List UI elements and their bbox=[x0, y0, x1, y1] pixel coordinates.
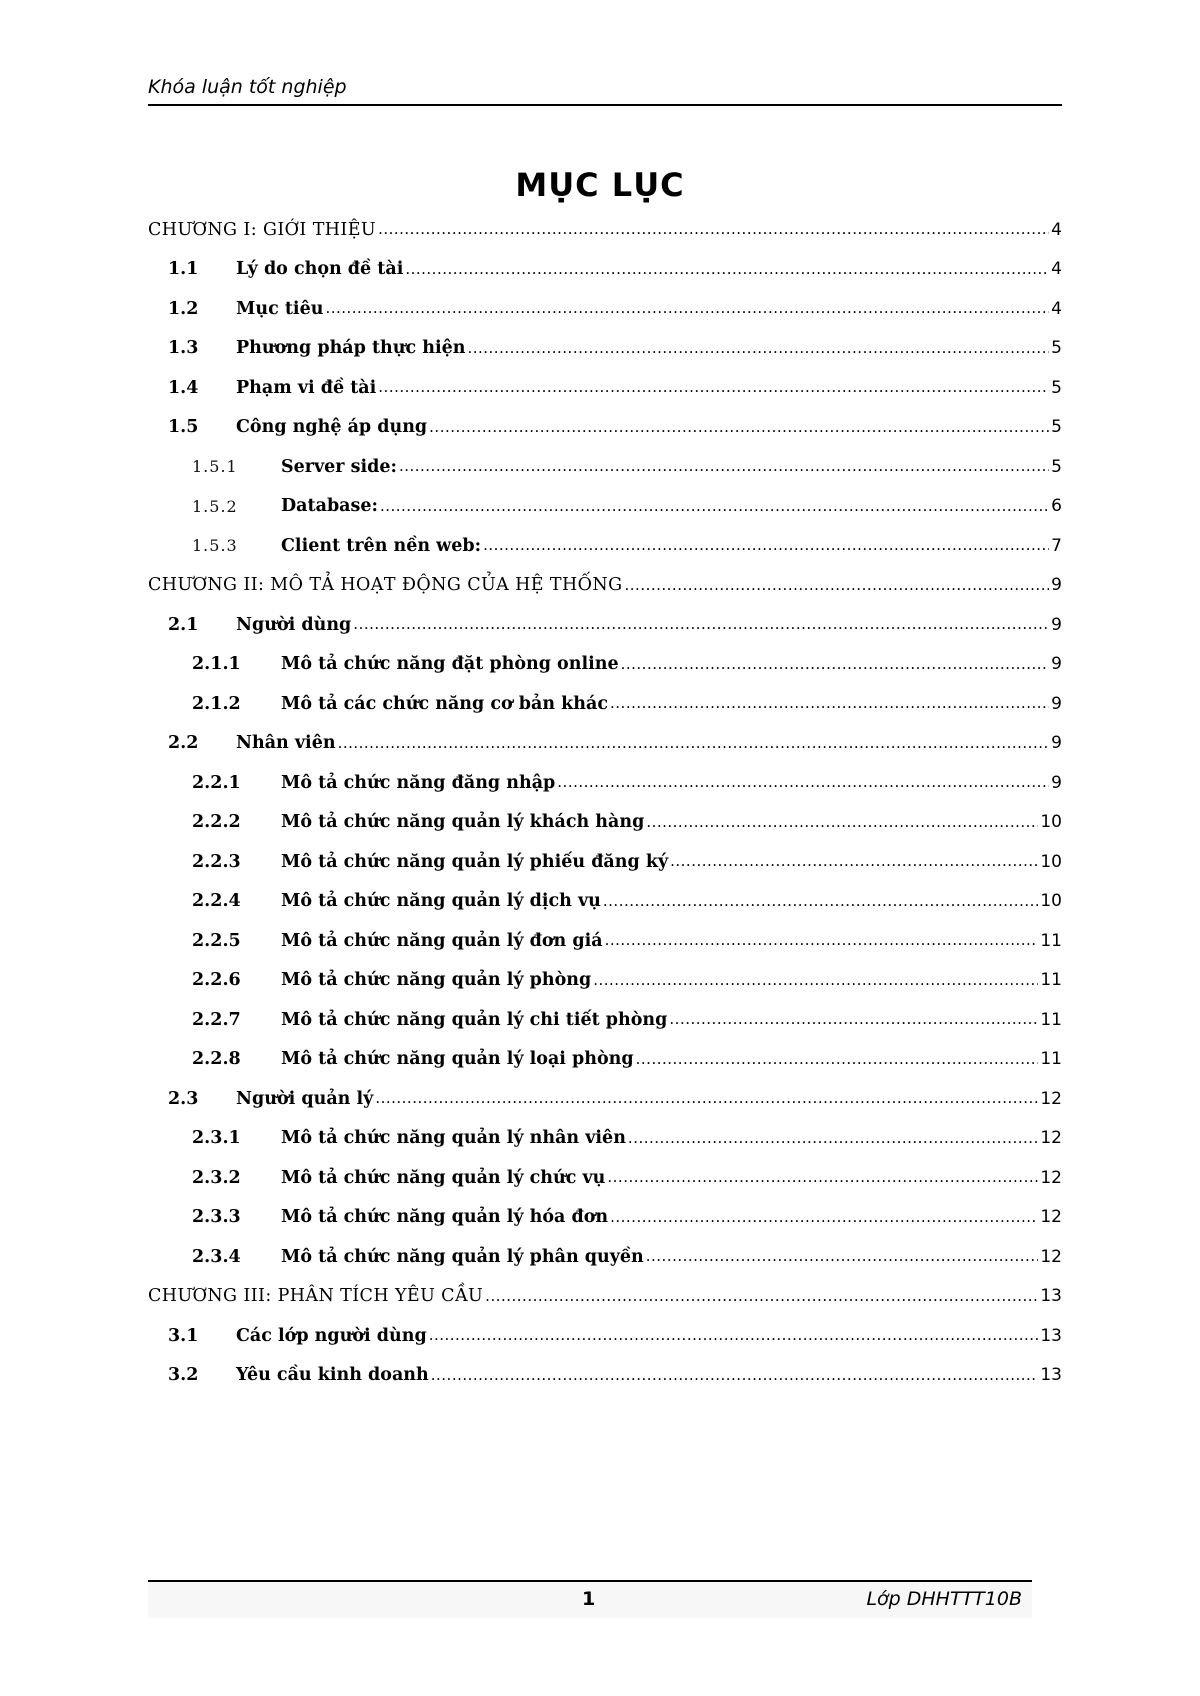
toc-dot-leader bbox=[610, 1207, 1038, 1228]
toc-dot-leader bbox=[378, 219, 1049, 240]
toc-entry-page: 9 bbox=[1051, 693, 1062, 714]
toc-entry-title: Mô tả chức năng quản lý dịch vụ bbox=[281, 891, 601, 912]
toc-entry-page: 12 bbox=[1040, 1167, 1062, 1188]
toc-dot-leader bbox=[378, 377, 1049, 398]
toc-dot-leader bbox=[380, 496, 1049, 517]
toc-dot-leader bbox=[593, 970, 1038, 991]
toc-entry-title: Mô tả chức năng quản lý khách hàng bbox=[281, 812, 645, 833]
toc-entry-title: Mô tả chức năng quản lý đơn giá bbox=[281, 930, 603, 951]
toc-entry-title: Database: bbox=[281, 496, 378, 517]
toc-entry[interactable] bbox=[148, 1316, 1062, 1356]
toc-entry-title: Yêu cầu kinh doanh bbox=[236, 1365, 429, 1386]
toc-entry[interactable] bbox=[148, 210, 1062, 250]
toc-entry-title: Mô tả các chức năng cơ bản khác bbox=[281, 693, 609, 714]
toc-entry-page: 13 bbox=[1040, 1365, 1062, 1386]
toc-entry-number: 1.2 bbox=[168, 298, 199, 319]
toc-entry-page: 5 bbox=[1051, 417, 1062, 438]
toc-entry[interactable] bbox=[148, 1119, 1062, 1159]
toc-entry-title: Mô tả chức năng đặt phòng online bbox=[281, 654, 619, 675]
toc-entry-title: Server side: bbox=[281, 456, 397, 477]
toc-entry-number: 2.2.7 bbox=[192, 1009, 241, 1030]
toc-dot-leader bbox=[646, 812, 1038, 833]
toc-entry[interactable] bbox=[148, 763, 1062, 803]
toc-entry-page: 9 bbox=[1051, 733, 1062, 754]
toc-entry[interactable] bbox=[148, 842, 1062, 882]
toc-entry-number: 1.5.2 bbox=[192, 496, 238, 516]
toc-entry-number: 2.3.1 bbox=[192, 1128, 241, 1149]
toc-entry-number: 1.5 bbox=[168, 417, 199, 438]
toc-entry-number: 2.2.8 bbox=[192, 1049, 241, 1070]
toc-entry-page: 10 bbox=[1040, 891, 1062, 912]
footer-class-label: Lớp DHHTTT10B bbox=[866, 1588, 1022, 1610]
toc-dot-leader bbox=[610, 693, 1049, 714]
toc-entry[interactable] bbox=[148, 250, 1062, 290]
toc-entry[interactable] bbox=[148, 1237, 1062, 1277]
toc-entry-number: 2.2.3 bbox=[192, 851, 241, 872]
toc-entry-page: 13 bbox=[1040, 1286, 1062, 1307]
toc-entry-page: 5 bbox=[1051, 338, 1062, 359]
toc-entry-title: Mục tiêu bbox=[236, 298, 324, 319]
toc-entry-title: Mô tả chức năng quản lý phiếu đăng ký bbox=[281, 851, 669, 872]
toc-entry[interactable] bbox=[148, 566, 1062, 606]
toc-entry-title: Mô tả chức năng quản lý nhân viên bbox=[281, 1128, 626, 1149]
toc-entry[interactable] bbox=[148, 487, 1062, 527]
toc-dot-leader bbox=[325, 298, 1049, 319]
toc-dot-leader bbox=[625, 575, 1050, 596]
toc-entry-page: 9 bbox=[1051, 772, 1062, 793]
toc-entry-page: 9 bbox=[1051, 575, 1062, 596]
toc-dot-leader bbox=[628, 1128, 1038, 1149]
toc-entry-page: 4 bbox=[1051, 219, 1062, 240]
toc-dot-leader bbox=[669, 1009, 1038, 1030]
page-footer bbox=[148, 1580, 1032, 1618]
toc-entry-title: CHƯƠNG I: GIỚI THIỆU bbox=[148, 219, 377, 240]
toc-entry-title: Nhân viên bbox=[236, 733, 336, 754]
toc-entry[interactable] bbox=[148, 1040, 1062, 1080]
toc-entry-page: 12 bbox=[1040, 1207, 1062, 1228]
toc-entry-page: 9 bbox=[1051, 614, 1062, 635]
toc-entry-number: 2.2.1 bbox=[192, 772, 241, 793]
toc-entry-page: 12 bbox=[1040, 1246, 1062, 1267]
toc-dot-leader bbox=[375, 1088, 1038, 1109]
toc-entry-title: Phạm vi đề tài bbox=[236, 377, 377, 398]
page-header bbox=[148, 70, 1062, 106]
toc-entry[interactable] bbox=[148, 289, 1062, 329]
toc-entry-page: 10 bbox=[1040, 812, 1062, 833]
toc-entry-page: 4 bbox=[1051, 259, 1062, 280]
toc-entry[interactable] bbox=[148, 803, 1062, 843]
toc-entry-number: 1.4 bbox=[168, 377, 199, 398]
toc-entry-title: Công nghệ áp dụng bbox=[236, 417, 428, 438]
toc-entry[interactable] bbox=[148, 526, 1062, 566]
toc-dot-leader bbox=[605, 930, 1039, 951]
toc-dot-leader bbox=[607, 1167, 1038, 1188]
toc-dot-leader bbox=[405, 259, 1049, 280]
toc-entry-page: 13 bbox=[1040, 1325, 1062, 1346]
toc-entry-page: 11 bbox=[1040, 1009, 1062, 1030]
toc-entry[interactable] bbox=[148, 961, 1062, 1001]
table-of-contents bbox=[148, 210, 1062, 1395]
toc-dot-leader bbox=[646, 1246, 1039, 1267]
toc-entry-title: Mô tả chức năng quản lý phân quyền bbox=[281, 1246, 644, 1267]
toc-entry[interactable] bbox=[148, 724, 1062, 764]
toc-entry-title: CHƯƠNG II: MÔ TẢ HOẠT ĐỘNG CỦA HỆ THỐNG bbox=[148, 575, 623, 596]
toc-dot-leader bbox=[483, 535, 1049, 556]
toc-entry[interactable] bbox=[148, 645, 1062, 685]
page-title: MỤC LỤC bbox=[515, 166, 685, 204]
toc-entry[interactable] bbox=[148, 605, 1062, 645]
toc-entry-title: Mô tả chức năng quản lý loại phòng bbox=[281, 1049, 634, 1070]
toc-dot-leader bbox=[467, 338, 1049, 359]
toc-entry-number: 2.1.2 bbox=[192, 693, 241, 714]
toc-dot-leader bbox=[621, 654, 1050, 675]
toc-entry-number: 2.3.4 bbox=[192, 1246, 241, 1267]
toc-entry-title: CHƯƠNG III: PHÂN TÍCH YÊU CẦU bbox=[148, 1286, 484, 1307]
toc-entry-number: 2.2.5 bbox=[192, 930, 241, 951]
toc-entry-number: 2.3.3 bbox=[192, 1207, 241, 1228]
toc-entry[interactable] bbox=[148, 1158, 1062, 1198]
toc-entry-title: Mô tả chức năng quản lý chi tiết phòng bbox=[281, 1009, 668, 1030]
toc-dot-leader bbox=[485, 1286, 1038, 1307]
toc-dot-leader bbox=[603, 891, 1038, 912]
toc-entry[interactable] bbox=[148, 882, 1062, 922]
toc-entry-page: 12 bbox=[1040, 1088, 1062, 1109]
toc-entry-number: 1.1 bbox=[168, 259, 199, 280]
toc-entry-title: Mô tả chức năng quản lý chức vụ bbox=[281, 1167, 606, 1188]
toc-entry-page: 5 bbox=[1051, 456, 1062, 477]
toc-entry-number: 1.5.1 bbox=[192, 457, 238, 477]
toc-dot-leader bbox=[429, 417, 1049, 438]
toc-entry-page: 5 bbox=[1051, 377, 1062, 398]
toc-entry-number: 1.3 bbox=[168, 338, 199, 359]
toc-entry-title: Mô tả chức năng đăng nhập bbox=[281, 772, 556, 793]
footer-page-number: 1 bbox=[582, 1588, 596, 1610]
toc-dot-leader bbox=[399, 456, 1049, 477]
toc-entry-number: 2.1 bbox=[168, 614, 199, 635]
toc-entry-title: Người quản lý bbox=[236, 1088, 374, 1109]
toc-entry-page: 11 bbox=[1040, 970, 1062, 991]
toc-dot-leader bbox=[353, 614, 1049, 635]
toc-entry-number: 3.2 bbox=[168, 1365, 199, 1386]
toc-entry-number: 2.3.2 bbox=[192, 1167, 241, 1188]
toc-entry-number: 2.2 bbox=[168, 733, 199, 754]
toc-dot-leader bbox=[557, 772, 1049, 793]
toc-entry[interactable] bbox=[148, 408, 1062, 448]
toc-dot-leader bbox=[429, 1325, 1039, 1346]
toc-entry-page: 11 bbox=[1040, 930, 1062, 951]
toc-entry-page: 4 bbox=[1051, 298, 1062, 319]
toc-entry-number: 3.1 bbox=[168, 1325, 199, 1346]
toc-entry-title: Mô tả chức năng quản lý phòng bbox=[281, 970, 592, 991]
toc-entry-title: Các lớp người dùng bbox=[236, 1325, 427, 1346]
toc-entry-number: 2.2.4 bbox=[192, 891, 241, 912]
toc-entry-page: 7 bbox=[1051, 535, 1062, 556]
toc-entry-title: Người dùng bbox=[236, 614, 352, 635]
toc-entry[interactable] bbox=[148, 1000, 1062, 1040]
toc-entry[interactable] bbox=[148, 1079, 1062, 1119]
toc-entry-title: Lý do chọn đề tài bbox=[236, 259, 404, 280]
toc-entry-page: 10 bbox=[1040, 851, 1062, 872]
toc-entry-page: 12 bbox=[1040, 1128, 1062, 1149]
toc-entry[interactable] bbox=[148, 368, 1062, 408]
toc-entry-number: 2.1.1 bbox=[192, 654, 241, 675]
toc-entry-title: Phương pháp thực hiện bbox=[236, 338, 466, 359]
toc-entry-page: 6 bbox=[1051, 496, 1062, 517]
toc-entry-number: 2.2.6 bbox=[192, 970, 241, 991]
toc-entry[interactable] bbox=[148, 684, 1062, 724]
toc-entry-number: 2.3 bbox=[168, 1088, 199, 1109]
toc-entry-title: Client trên nền web: bbox=[281, 535, 482, 556]
toc-dot-leader bbox=[431, 1365, 1039, 1386]
toc-entry-page: 11 bbox=[1040, 1049, 1062, 1070]
toc-entry[interactable] bbox=[148, 447, 1062, 487]
toc-entry[interactable] bbox=[148, 1356, 1062, 1396]
toc-entry[interactable] bbox=[148, 1277, 1062, 1317]
toc-entry[interactable] bbox=[148, 1198, 1062, 1238]
toc-entry-number: 2.2.2 bbox=[192, 812, 241, 833]
toc-entry[interactable] bbox=[148, 329, 1062, 369]
header-text: Khóa luận tốt nghiệp bbox=[148, 76, 347, 98]
toc-dot-leader bbox=[636, 1049, 1039, 1070]
toc-entry[interactable] bbox=[148, 921, 1062, 961]
toc-entry-number: 1.5.3 bbox=[192, 536, 238, 556]
toc-dot-leader bbox=[338, 733, 1050, 754]
toc-entry-title: Mô tả chức năng quản lý hóa đơn bbox=[281, 1207, 609, 1228]
toc-dot-leader bbox=[670, 851, 1038, 872]
toc-entry-page: 9 bbox=[1051, 654, 1062, 675]
